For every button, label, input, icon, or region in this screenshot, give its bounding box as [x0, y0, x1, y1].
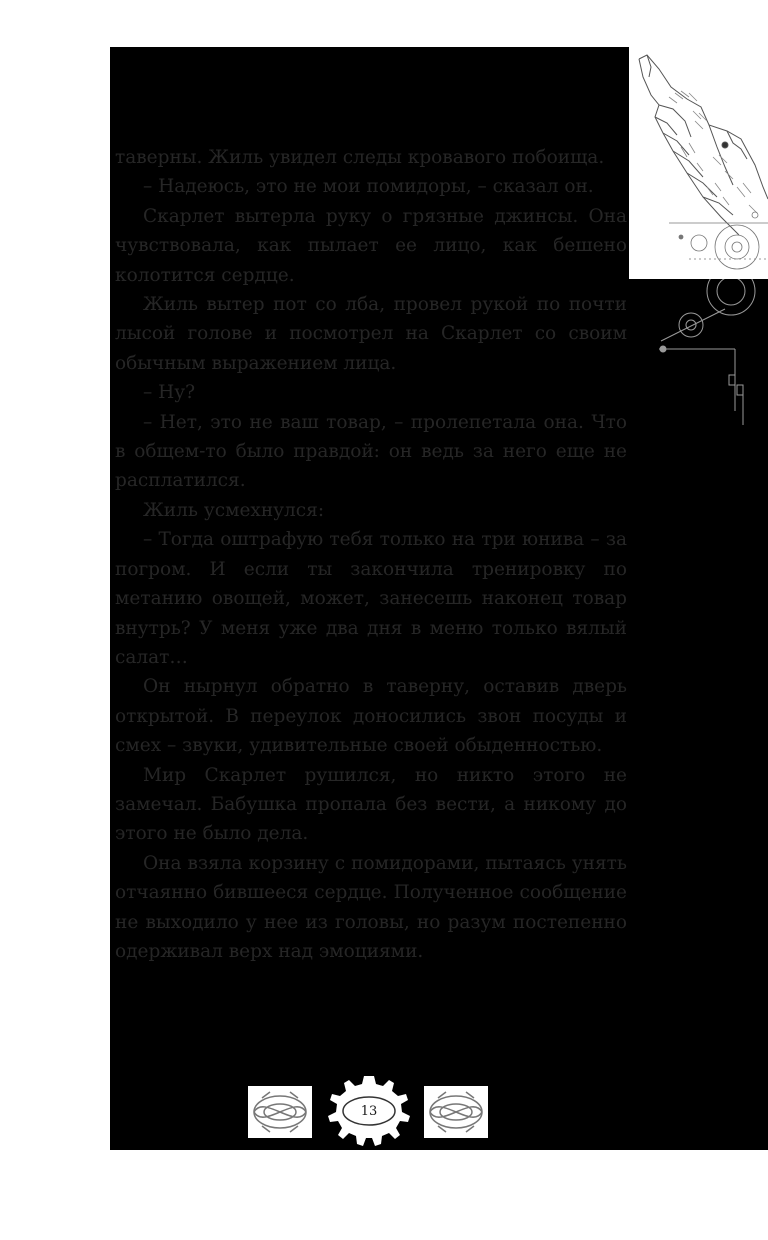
dreamcatcher-icon: [655, 279, 768, 429]
celtic-knot-right-svg: [424, 1086, 488, 1138]
paragraph-6: – Нет, это не ваш товар, – пролепетала она. Что в общем-то было правдой: он ведь за него еще не расплатился.: [115, 411, 627, 492]
body-text: [115, 143, 627, 966]
dreamcatcher-svg: [655, 279, 768, 429]
page-number: 13: [360, 1104, 378, 1119]
paragraph-10: Мир Скарлет рушился, но никто этого не замечал. Бабушка пропала без вести, а никому до этого не было дела.: [115, 764, 627, 845]
celtic-knot-left-svg: [248, 1086, 312, 1138]
celtic-knot-left-icon: [248, 1086, 312, 1138]
paragraph-9: Он нырнул обратно в таверну, оставив дверь открытой. В переулок доносились звон посуды и смех – звуки, удивительные своей обыденностью.: [115, 676, 627, 757]
paragraph-5: – Ну?: [143, 382, 196, 404]
paragraph-1: таверны. Жиль увидел следы кровавого побоища.: [115, 147, 605, 168]
wolf-illustration-icon: [629, 47, 768, 279]
paragraph-4: Жиль вытер пот со лба, провел рукой по почти лысой голове и посмотрел на Скарлет со своим обычным выражением лица.: [115, 294, 627, 374]
paragraph-2: – Надеюсь, это не мои помидоры, – сказал он.: [143, 176, 594, 198]
paragraph-3: Скарлет вытерла руку о грязные джинсы. Она чувствовала, как пылает ее лицо, как бешено колотится сердце.: [115, 205, 627, 286]
paragraph-8: – Тогда оштрафую тебя только на три юнива – за погром. И если ты закончила тренировку по метанию овощей, может, занесешь наконец товар внутрь? У меня уже два дня в меню только вялый салат…: [115, 529, 627, 668]
paragraph-11: Она взяла корзину с помидорами, пытаясь унять отчаянно бившееся сердце. Полученное сообщение не выходило у нее из головы, но разум постепенно одерживал верх над эмоциями.: [115, 852, 627, 962]
celtic-knot-right-icon: [424, 1086, 488, 1138]
wolf-illustration-svg: [629, 47, 768, 279]
paragraph-7: Жиль усмехнулся:: [143, 499, 325, 521]
